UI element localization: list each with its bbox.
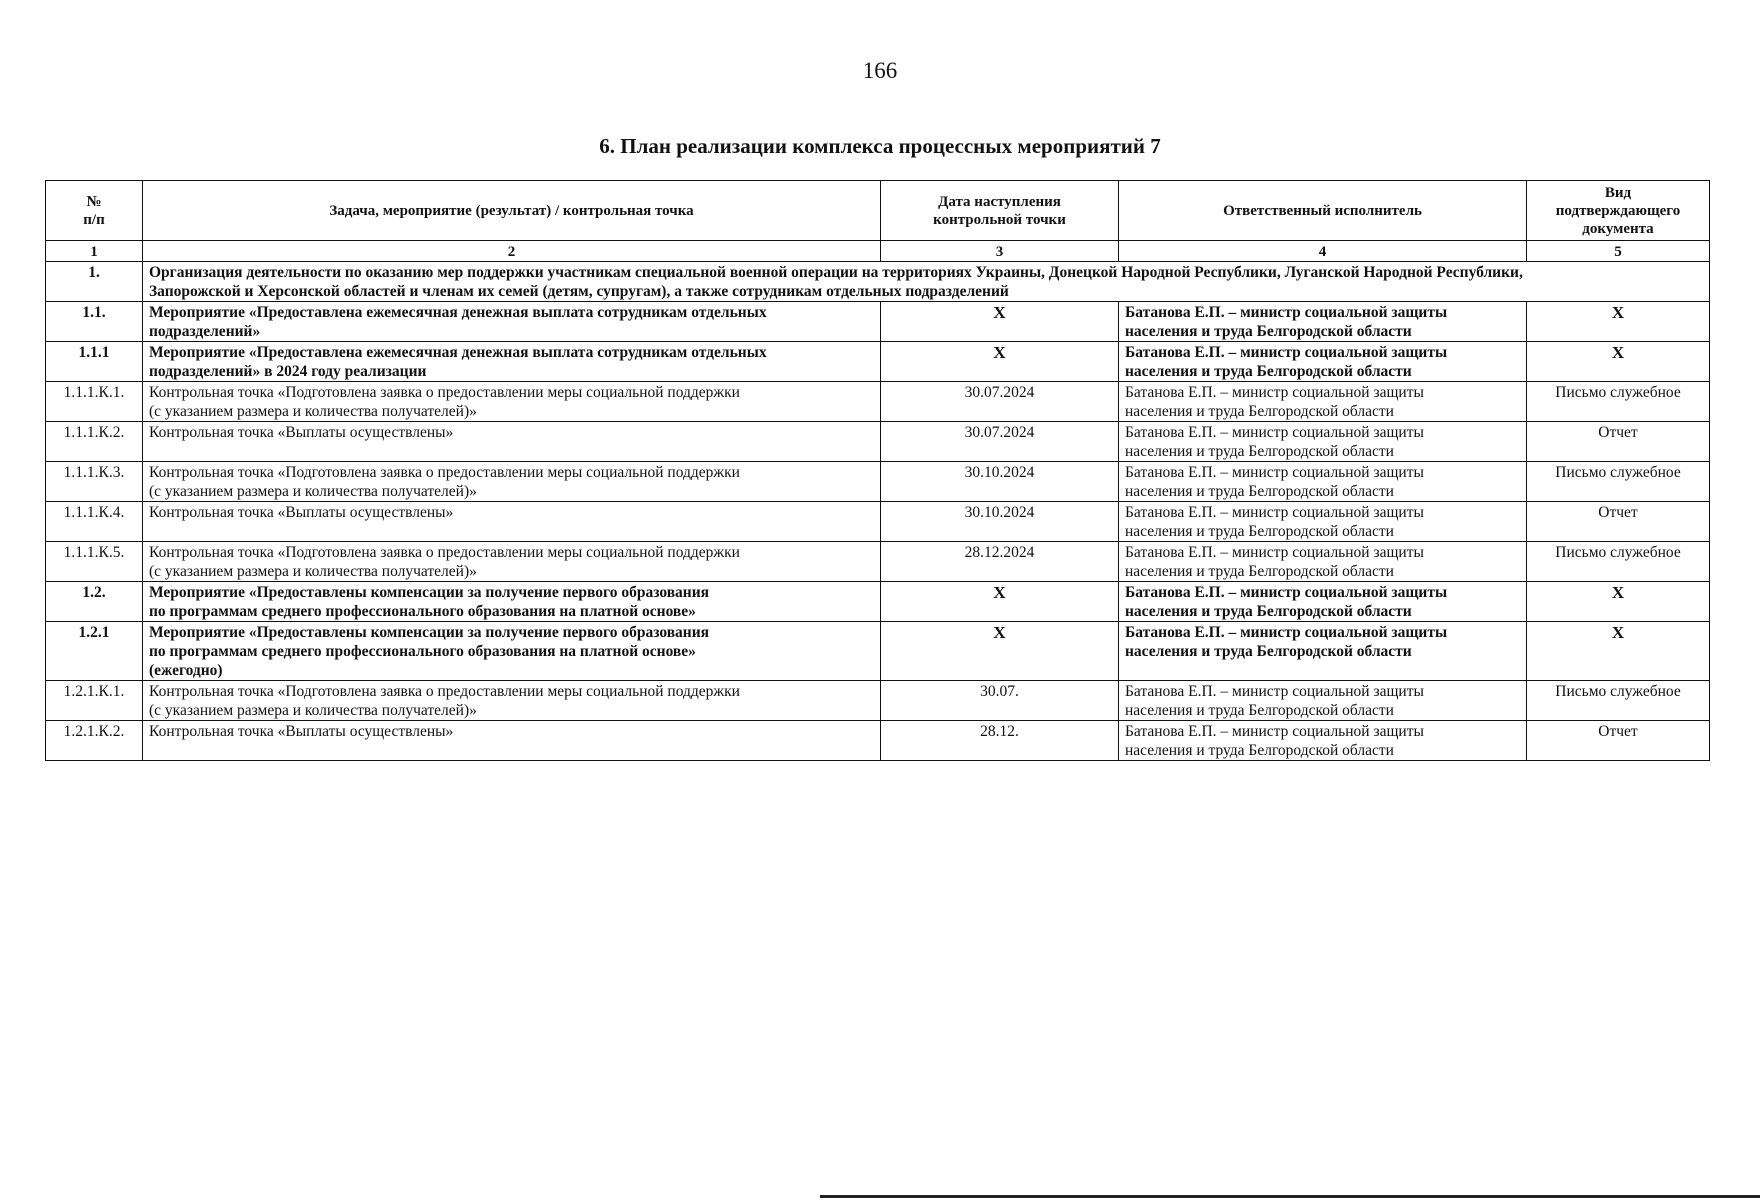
row-responsible <box>1119 462 1527 502</box>
row-num: 1.1.1.К.5. <box>46 542 143 582</box>
table-row <box>46 422 1710 462</box>
row-responsible-line: Батанова Е.П. – министр социальной защиты <box>1125 624 1448 641</box>
row-task <box>143 681 881 721</box>
row-responsible-line: Батанова Е.П. – министр социальной защиты <box>1125 723 1424 740</box>
table-row <box>46 462 1710 502</box>
row-task-line: Контрольная точка «Выплаты осуществлены» <box>149 424 454 441</box>
row-task-line: Контрольная точка «Подготовлена заявка о предоставлении меры социальной поддержки <box>149 683 740 700</box>
row-task-line: Контрольная точка «Подготовлена заявка о предоставлении меры социальной поддержки <box>149 384 740 401</box>
row-responsible-line: Батанова Е.П. – министр социальной защиты <box>1125 344 1448 361</box>
section-row <box>46 262 1710 302</box>
row-document: X <box>1527 342 1710 382</box>
row-num: 1.1.1.К.3. <box>46 462 143 502</box>
row-responsible <box>1119 681 1527 721</box>
row-task-line: Мероприятие «Предоставлена ежемесячная денежная выплата сотрудникам отдельных <box>149 344 767 361</box>
row-task-line: подразделений» <box>149 323 261 340</box>
header-date <box>881 181 1119 241</box>
row-responsible-line: Батанова Е.П. – министр социальной защиты <box>1125 584 1448 601</box>
header-date-line: контрольной точки <box>933 212 1066 228</box>
row-responsible-line: населения и труда Белгородской области <box>1125 563 1394 580</box>
row-responsible-line: населения и труда Белгородской области <box>1125 742 1394 759</box>
table-row <box>46 622 1710 681</box>
row-task-line: Контрольная точка «Выплаты осуществлены» <box>149 723 454 740</box>
column-number: 3 <box>881 241 1119 262</box>
header-document-line: Вид <box>1604 185 1632 201</box>
row-document: X <box>1527 622 1710 681</box>
table-row <box>46 382 1710 422</box>
row-num: 1.1.1.К.4. <box>46 502 143 542</box>
header-document-line: документа <box>1582 221 1654 237</box>
row-task-line: подразделений» в 2024 году реализации <box>149 363 427 380</box>
row-responsible-line: населения и труда Белгородской области <box>1125 702 1394 719</box>
table-row <box>46 502 1710 542</box>
row-task-line: (с указанием размера и количества получателей)» <box>149 483 477 500</box>
row-responsible-line: Батанова Е.П. – министр социальной защиты <box>1125 464 1424 481</box>
page-title: 6. План реализации комплекса процессных мероприятий 7 <box>599 134 1161 158</box>
table-row <box>46 681 1710 721</box>
row-task <box>143 382 881 422</box>
row-responsible-line: Батанова Е.П. – министр социальной защиты <box>1125 424 1424 441</box>
row-task-line: по программам среднего профессионального образования на платной основе» <box>149 603 696 620</box>
header-num-line: п/п <box>83 212 105 228</box>
row-task-line <box>149 442 874 461</box>
header-date-line: Дата наступления <box>938 194 1061 210</box>
row-date: 28.12.2024 <box>881 542 1119 582</box>
row-task-line: (с указанием размера и количества получателей)» <box>149 563 477 580</box>
row-task-line <box>149 522 874 541</box>
row-responsible <box>1119 582 1527 622</box>
table-row <box>46 342 1710 382</box>
row-task <box>143 462 881 502</box>
row-document: X <box>1527 582 1710 622</box>
column-number: 2 <box>143 241 881 262</box>
row-task <box>143 582 881 622</box>
row-task-line <box>149 741 874 760</box>
plan-table <box>45 180 1710 761</box>
row-date: 28.12. <box>881 721 1119 761</box>
row-num: 1.1.1.К.1. <box>46 382 143 422</box>
section-task-line: Запорожской и Херсонской областей и членам их семей (детям, супругам), а также сотрудникам отдельных подразделений <box>149 283 1009 300</box>
table-row <box>46 582 1710 622</box>
row-task <box>143 422 881 462</box>
column-number-row <box>46 241 1710 262</box>
row-responsible-line: населения и труда Белгородской области <box>1125 323 1412 340</box>
row-responsible-line: Батанова Е.П. – министр социальной защиты <box>1125 544 1424 561</box>
row-date: X <box>881 342 1119 382</box>
row-task <box>143 542 881 582</box>
row-document: Письмо служебное <box>1527 681 1710 721</box>
row-num: 1.2.1.К.2. <box>46 721 143 761</box>
row-task-line: (ежегодно) <box>149 662 223 679</box>
header-num-line: № <box>86 194 102 210</box>
row-responsible-line: Батанова Е.П. – министр социальной защиты <box>1125 384 1424 401</box>
row-document: Отчет <box>1527 422 1710 462</box>
page-number: 166 <box>862 58 898 83</box>
row-responsible <box>1119 721 1527 761</box>
header-task: Задача, мероприятие (результат) / контрольная точка <box>143 181 881 241</box>
row-document: Письмо служебное <box>1527 382 1710 422</box>
row-task <box>143 502 881 542</box>
row-document: Отчет <box>1527 721 1710 761</box>
table-rows <box>46 302 1710 761</box>
row-num: 1.1.1.К.2. <box>46 422 143 462</box>
row-date: X <box>881 302 1119 342</box>
row-responsible <box>1119 622 1527 681</box>
row-task-line: Контрольная точка «Подготовлена заявка о предоставлении меры социальной поддержки <box>149 544 740 561</box>
table-row <box>46 302 1710 342</box>
header-document <box>1527 181 1710 241</box>
row-document: Письмо служебное <box>1527 462 1710 502</box>
row-task-line: Контрольная точка «Выплаты осуществлены» <box>149 504 454 521</box>
row-num: 1.2. <box>46 582 143 622</box>
row-num: 1.2.1 <box>46 622 143 681</box>
row-task <box>143 302 881 342</box>
row-responsible-line: населения и труда Белгородской области <box>1125 443 1394 460</box>
row-responsible <box>1119 542 1527 582</box>
row-responsible-line: Батанова Е.П. – министр социальной защиты <box>1125 304 1448 321</box>
row-responsible <box>1119 382 1527 422</box>
row-date: 30.07.2024 <box>881 382 1119 422</box>
row-date: 30.07.2024 <box>881 422 1119 462</box>
row-responsible <box>1119 422 1527 462</box>
section-task <box>143 262 1710 302</box>
row-document: Письмо служебное <box>1527 542 1710 582</box>
row-responsible <box>1119 342 1527 382</box>
section-task-line: Организация деятельности по оказанию мер поддержки участникам специальной военной операции на территориях Украины, Донецкой Народной Республики, Луганской Народной Республики, <box>149 264 1523 281</box>
row-task <box>143 342 881 382</box>
column-number: 1 <box>46 241 143 262</box>
row-responsible-line: Батанова Е.П. – министр социальной защиты <box>1125 504 1424 521</box>
row-responsible-line: Батанова Е.П. – министр социальной защиты <box>1125 683 1424 700</box>
row-task-line: Мероприятие «Предоставлена ежемесячная денежная выплата сотрудникам отдельных <box>149 304 767 321</box>
row-task-line: Контрольная точка «Подготовлена заявка о предоставлении меры социальной поддержки <box>149 464 740 481</box>
table-row <box>46 721 1710 761</box>
header-document-line: подтверждающего <box>1555 203 1681 219</box>
header-responsible: Ответственный исполнитель <box>1119 181 1527 241</box>
row-date: 30.10.2024 <box>881 462 1119 502</box>
row-responsible <box>1119 502 1527 542</box>
column-number: 5 <box>1527 241 1710 262</box>
row-task-line: Мероприятие «Предоставлены компенсации за получение первого образования <box>149 584 710 601</box>
row-task-line: (с указанием размера и количества получателей)» <box>149 403 477 420</box>
row-responsible-line: населения и труда Белгородской области <box>1125 643 1412 660</box>
header-num <box>46 181 143 241</box>
row-num: 1.1.1 <box>46 342 143 382</box>
row-document: Отчет <box>1527 502 1710 542</box>
row-num: 1.2.1.К.1. <box>46 681 143 721</box>
row-task-line: по программам среднего профессионального образования на платной основе» <box>149 643 696 660</box>
row-responsible-line: населения и труда Белгородской области <box>1125 523 1394 540</box>
row-document: X <box>1527 302 1710 342</box>
row-responsible <box>1119 302 1527 342</box>
table-row <box>46 542 1710 582</box>
scan-edge-line <box>820 1194 1760 1200</box>
row-responsible-line: населения и труда Белгородской области <box>1125 603 1412 620</box>
row-task-line: Мероприятие «Предоставлены компенсации за получение первого образования <box>149 624 710 641</box>
row-task <box>143 622 881 681</box>
row-date: X <box>881 582 1119 622</box>
row-date: 30.07. <box>881 681 1119 721</box>
row-responsible-line: населения и труда Белгородской области <box>1125 363 1412 380</box>
row-task <box>143 721 881 761</box>
column-number: 4 <box>1119 241 1527 262</box>
row-date: 30.10.2024 <box>881 502 1119 542</box>
table-header-row <box>46 181 1710 241</box>
row-num: 1.1. <box>46 302 143 342</box>
row-responsible-line: населения и труда Белгородской области <box>1125 403 1394 420</box>
section-num: 1. <box>46 262 143 302</box>
row-responsible-line: населения и труда Белгородской области <box>1125 483 1394 500</box>
row-task-line: (с указанием размера и количества получателей)» <box>149 702 477 719</box>
row-date: X <box>881 622 1119 681</box>
